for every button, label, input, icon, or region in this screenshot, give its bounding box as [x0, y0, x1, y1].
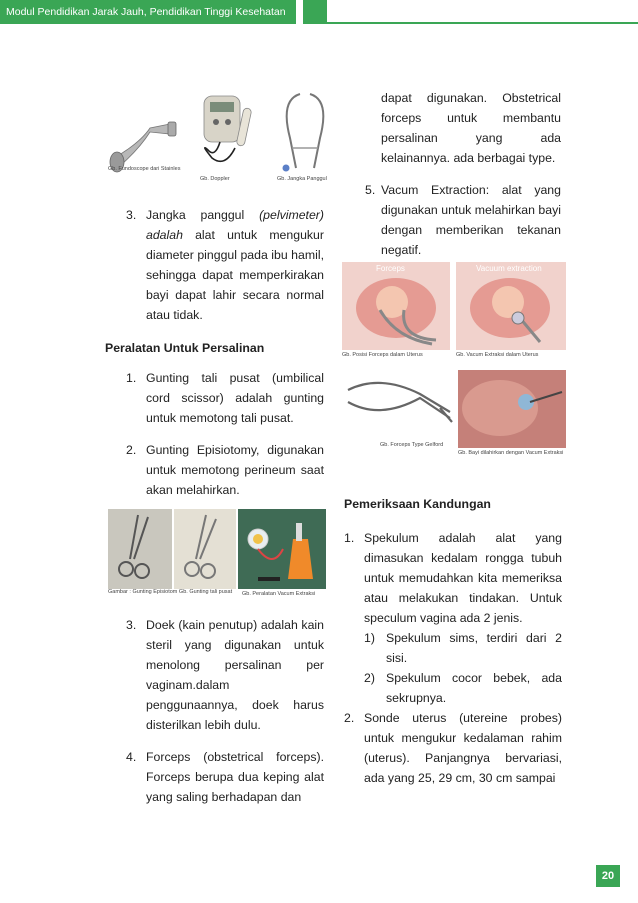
list-item: [126, 747, 324, 807]
label-forceps: Forceps: [376, 264, 405, 273]
caption-forceps-gelford: Gb. Forceps Type Gelford: [380, 442, 444, 448]
caption-fundoscope: Gb. Fundoscope dari Stainles: [108, 166, 181, 172]
caption-vacuum-delivery: Gb. Bayi dilahirkan dengan Vacum Extraksi: [458, 450, 564, 456]
header-title: Modul Pendidikan Jarak Jauh, Pendidikan Tinggi Kesehatan: [0, 0, 296, 24]
list-item: [126, 615, 324, 735]
list-number: 2.: [344, 711, 355, 725]
list-number: 1): [364, 631, 375, 645]
caption-doppler: Gb. Doppler: [200, 176, 230, 182]
caption-forceps-position: Gb. Posisi Forceps dalam Uterus: [342, 352, 423, 358]
continuation-text: dapat digunakan. Obstetrical forceps untuk membantu persalinan yang ada kelainannya. ada berbagai type.: [381, 91, 561, 165]
list-text: Spekulum sims, terdiri dari 2 sisi.: [386, 631, 562, 665]
list-text: alat untuk mengukur diameter pinggul pada ibu hamil, sehingga dapat memperkirakan bayi dapat lahir secara normal atau tidak.: [146, 228, 324, 322]
list-item: [344, 528, 562, 628]
sub-list-item: [364, 668, 562, 708]
figure-instruments-top: [100, 88, 335, 183]
section-heading-kandungan: Pemeriksaan Kandungan: [344, 497, 491, 511]
page-number: 20: [596, 865, 620, 887]
list-item: [126, 368, 324, 428]
forceps-gelford-illustration: [348, 383, 452, 422]
list-text: Doek (kain penutup) adalah kain steril yang digunakan untuk menolong persalinan per vaginam.dalam penggunaannya, doek harus disterilkan lebih dulu.: [146, 618, 324, 732]
list-item: [365, 180, 561, 260]
header-tab-decoration: [303, 0, 327, 24]
list-number: 2.: [126, 443, 137, 457]
list-number: 1.: [344, 531, 355, 545]
persalinan-list-2: [126, 615, 324, 807]
list-text: Gunting Episiotomy, digunakan untuk memotong perineum saat akan melahirkan.: [146, 443, 324, 497]
left-column-top: [126, 205, 324, 325]
figure-scissors-image: [108, 509, 326, 599]
list-text: Vacum Extraction: alat yang digunakan untuk melahirkan bayi dengan memberikan tekanan negatif.: [381, 183, 561, 257]
list-item: [126, 205, 324, 325]
list-text: Sonde uterus (utereine probes) untuk mengukur kedalaman rahim (uterus). Panjangnya bervariasi, ada yang 25, 29 cm, 30 cm sampai: [364, 711, 562, 785]
pelvimeter-illustration: [283, 94, 324, 172]
caption-vacuum-position: Gb. Vacum Extraksi dalam Uterus: [456, 352, 539, 358]
list-text: Gunting tali pusat (umbilical cord scissor) adalah gunting untuk memotong tali pusat.: [146, 371, 324, 425]
label-vacuum-extraction: Vacuum extraction: [476, 264, 542, 273]
header-rule: [327, 22, 638, 24]
right-column-top: [365, 88, 561, 260]
section-heading-persalinan: Peralatan Untuk Persalinan: [105, 341, 265, 355]
list-text: Forceps (obstetrical forceps). Forceps berupa dua keping alat yang saling berhadapan dan: [146, 750, 324, 804]
list-number: 2): [364, 671, 375, 685]
persalinan-list-1: [126, 368, 324, 500]
caption-vacuum-set: Gb. Peralatan Vacum Extraksi: [242, 591, 316, 597]
caption-pelvimeter: Gb. Jangka Panggul: [277, 176, 327, 182]
list-text: Spekulum adalah alat yang dimasukan kedalam rongga tubuh untuk memudahkan kita memeriksa atau melakukan tindakan. Untuk speculum vagina ada 2 jenis.: [364, 531, 562, 625]
list-item: [126, 440, 324, 500]
fundoscope-illustration: [110, 122, 176, 172]
list-item: [344, 708, 562, 788]
figure-scissors-vacuum: [108, 509, 326, 599]
list-text: Spekulum cocor bebek, ada sekrupnya.: [386, 671, 562, 705]
list-number: 4.: [126, 750, 137, 764]
doppler-illustration: [204, 96, 252, 161]
list-number: 3.: [126, 618, 137, 632]
list-number: 5.: [365, 183, 376, 197]
figure-forceps-vacuum: [340, 262, 572, 460]
figure-forceps-image: [340, 262, 572, 460]
sub-list-item: [364, 628, 562, 668]
kandungan-list: [344, 528, 562, 788]
caption-scissors: Gambar : Gunting Episiotom Gb. Gunting tali pusat: [108, 589, 233, 595]
list-number: 3.: [126, 208, 137, 222]
list-text: Jangka panggul: [146, 208, 260, 222]
list-number: 1.: [126, 371, 137, 385]
list-text-italic: (pelvimeter) adalah: [146, 208, 324, 242]
